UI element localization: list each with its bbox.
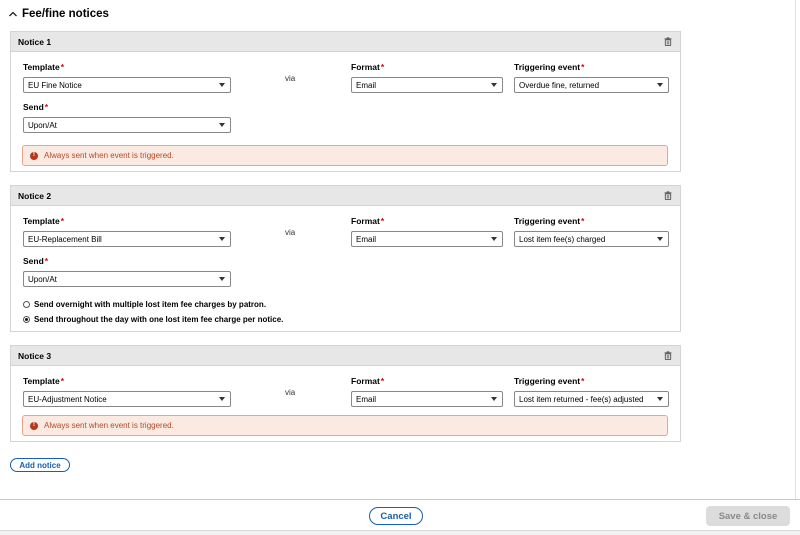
info-alert: [22, 415, 668, 436]
format-label: Format*: [351, 216, 385, 226]
send-select[interactable]: Upon/At: [23, 117, 231, 133]
send-field: [23, 256, 231, 287]
alert-text: Always sent when event is triggered.: [44, 421, 174, 430]
template-label: Template*: [23, 216, 64, 226]
format-select[interactable]: Email: [351, 231, 503, 247]
radio-button[interactable]: [23, 316, 30, 323]
add-notice-button[interactable]: Add notice: [10, 458, 70, 472]
template-select[interactable]: EU-Adjustment Notice: [23, 391, 231, 407]
trash-icon[interactable]: [664, 351, 672, 360]
chevron-down-icon: [491, 237, 497, 241]
info-alert: [22, 145, 668, 166]
notice-header: [11, 186, 680, 206]
format-field: [351, 376, 503, 407]
format-field: [351, 216, 503, 247]
right-divider: [795, 0, 796, 500]
notice-card-3: [10, 345, 681, 442]
template-field: [23, 216, 231, 247]
triggering-event-field: [514, 62, 669, 93]
format-field: [351, 62, 503, 93]
template-field: [23, 62, 231, 93]
via-label: via: [285, 74, 296, 83]
format-label: Format*: [351, 62, 385, 72]
chevron-down-icon: [657, 83, 663, 87]
notice-card-1: [10, 31, 681, 172]
chevron-up-icon: [8, 10, 18, 18]
triggering-event-field: [514, 216, 669, 247]
trash-icon[interactable]: [664, 191, 672, 200]
notice-title: Notice 2: [18, 190, 52, 201]
format-select[interactable]: Email: [351, 391, 503, 407]
triggering-event-field: [514, 376, 669, 407]
notice-card-2: [10, 185, 681, 332]
radio-button[interactable]: [23, 301, 30, 308]
cancel-button[interactable]: Cancel: [369, 507, 423, 525]
send-label: Send*: [23, 102, 49, 112]
notice-header: [11, 32, 680, 52]
save-close-button[interactable]: Save & close: [706, 506, 790, 526]
chevron-down-icon: [219, 237, 225, 241]
triggering-event-label: Triggering event*: [514, 376, 585, 386]
radio-send-throughout-day[interactable]: [23, 315, 283, 324]
triggering-event-select[interactable]: Lost item fee(s) charged: [514, 231, 669, 247]
chevron-down-icon: [219, 277, 225, 281]
alert-text: Always sent when event is triggered.: [44, 151, 174, 160]
bottom-strip: [0, 530, 800, 535]
format-select[interactable]: Email: [351, 77, 503, 93]
triggering-event-select[interactable]: Lost item returned - fee(s) adjusted: [514, 391, 669, 407]
chevron-down-icon: [491, 83, 497, 87]
via-label: via: [285, 228, 296, 237]
via-label: via: [285, 388, 296, 397]
chevron-down-icon: [657, 397, 663, 401]
radio-send-overnight[interactable]: [23, 300, 266, 309]
section-header-fee-fine-notices[interactable]: [8, 4, 109, 24]
radio-label: Send throughout the day with one lost item fee charge per notice.: [34, 315, 284, 324]
template-field: [23, 376, 231, 407]
chevron-down-icon: [219, 83, 225, 87]
chevron-down-icon: [219, 123, 225, 127]
send-field: [23, 102, 231, 133]
notice-title: Notice 3: [18, 350, 52, 361]
send-select[interactable]: Upon/At: [23, 271, 231, 287]
triggering-event-select[interactable]: Overdue fine, returned: [514, 77, 669, 93]
send-label: Send*: [23, 256, 49, 266]
section-title: Fee/fine notices: [22, 8, 109, 20]
format-label: Format*: [351, 376, 385, 386]
template-select[interactable]: EU-Replacement Bill: [23, 231, 231, 247]
template-select[interactable]: EU Fine Notice: [23, 77, 231, 93]
template-label: Template*: [23, 376, 64, 386]
triggering-event-label: Triggering event*: [514, 216, 585, 226]
trash-icon[interactable]: [664, 37, 672, 46]
exclamation-icon: !: [30, 422, 38, 430]
notice-header: [11, 346, 680, 366]
chevron-down-icon: [219, 397, 225, 401]
triggering-event-label: Triggering event*: [514, 62, 585, 72]
radio-label: Send overnight with multiple lost item fee charges by patron.: [34, 300, 267, 309]
chevron-down-icon: [657, 237, 663, 241]
template-label: Template*: [23, 62, 64, 72]
exclamation-icon: !: [30, 152, 38, 160]
notice-title: Notice 1: [18, 36, 52, 47]
chevron-down-icon: [491, 397, 497, 401]
